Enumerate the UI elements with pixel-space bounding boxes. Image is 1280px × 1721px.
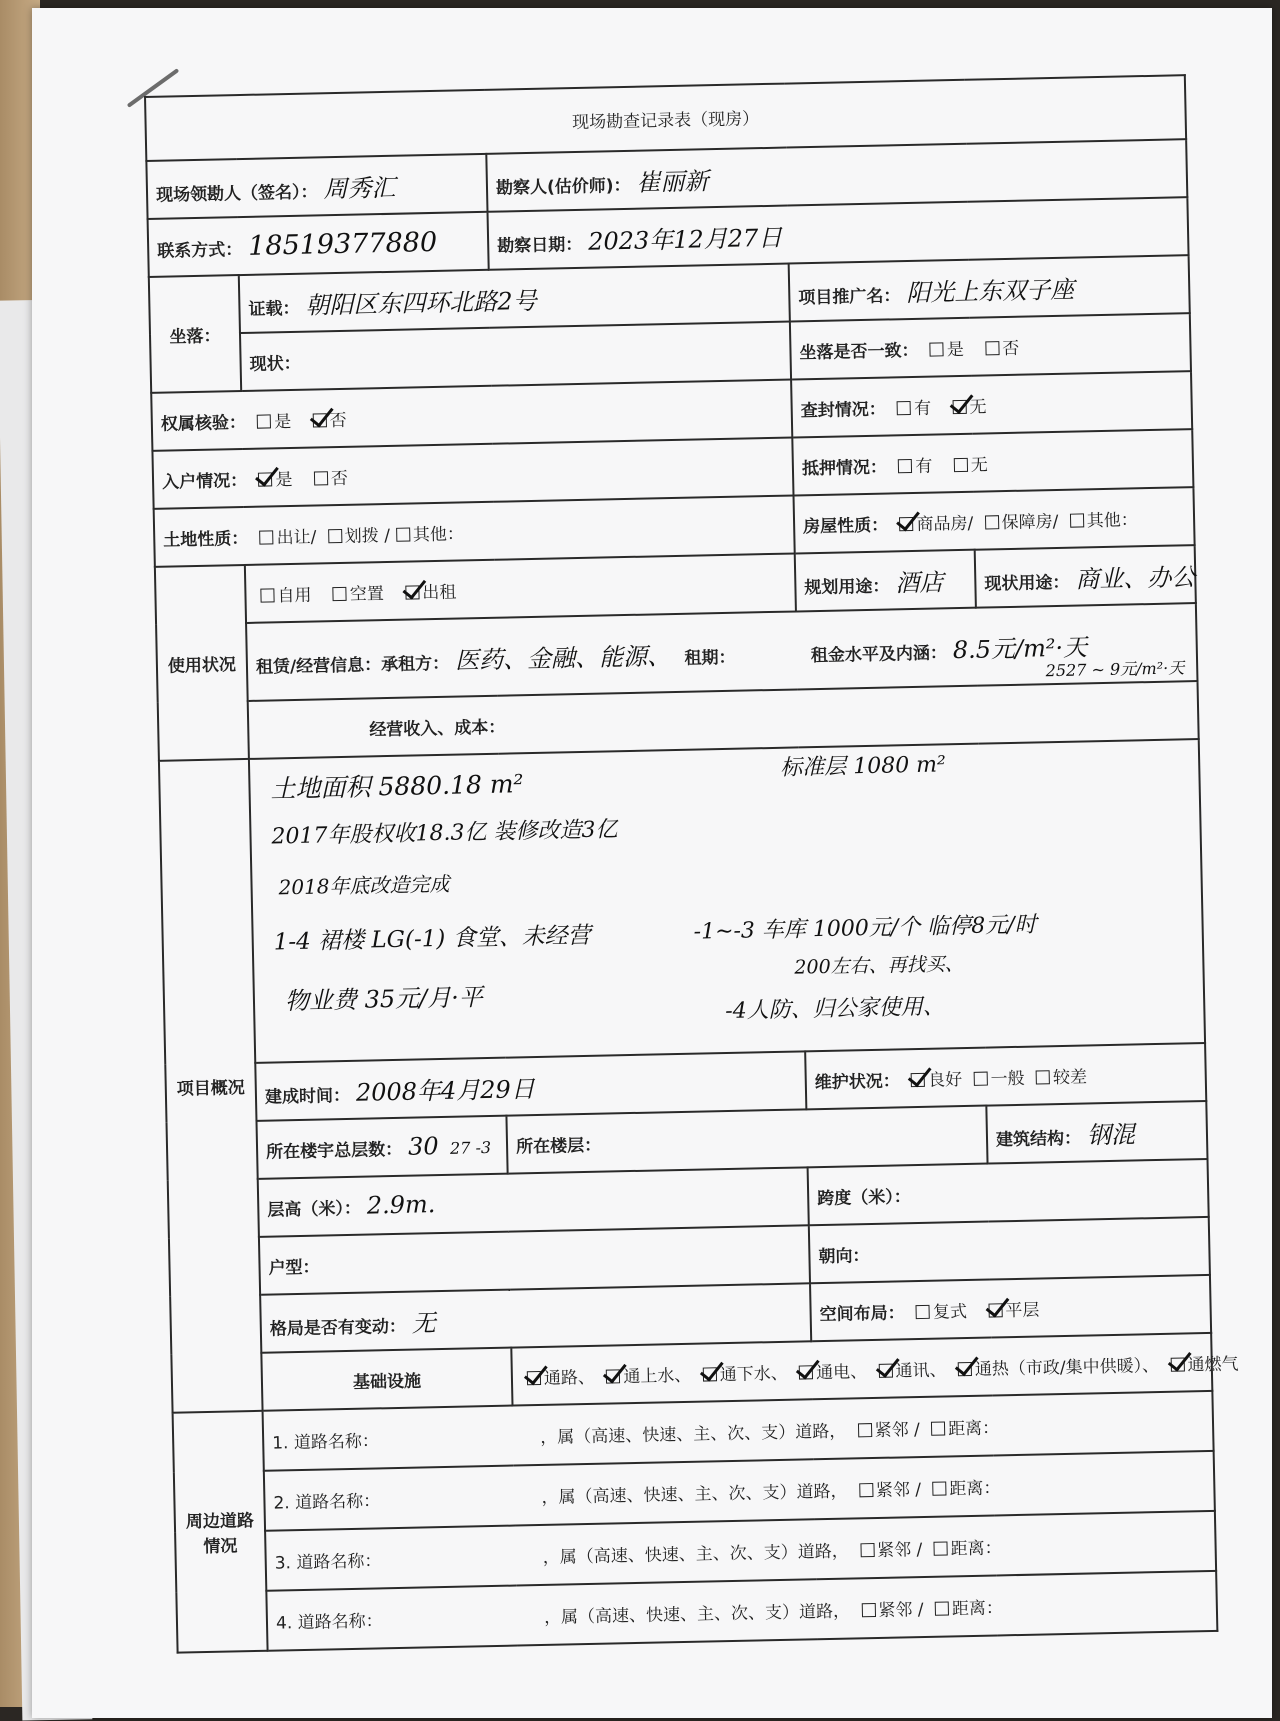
road-type: ，属（高速、快速、主、次、支）道路， xyxy=(542,1541,849,1568)
road-distance: 距离： xyxy=(950,1537,1002,1559)
road-type: ，属（高速、快速、主、次、支）道路， xyxy=(543,1601,851,1628)
orientation-label: 朝向： xyxy=(818,1245,870,1267)
checkbox-checked[interactable] xyxy=(527,1370,541,1384)
lead-label: 现场领勘人（签名）： xyxy=(155,181,318,206)
promo-label: 项目推广名： xyxy=(798,285,901,308)
road-distance: 距离： xyxy=(947,1417,1000,1439)
road-slash: / xyxy=(917,1599,924,1620)
checkbox[interactable] xyxy=(897,401,911,415)
checkbox[interactable] xyxy=(985,341,999,355)
planned-use-cell xyxy=(795,550,976,612)
mortgage-label: 抵押情况： xyxy=(801,457,888,479)
checkbox-checked[interactable] xyxy=(911,1072,925,1086)
checkbox[interactable] xyxy=(328,528,342,542)
option-yes: 是 xyxy=(946,339,965,360)
road-adjacent: 紧邻 xyxy=(876,1539,912,1561)
road-type: ，属（高速、快速、主、次、支）道路， xyxy=(540,1421,847,1448)
checkbox[interactable] xyxy=(860,1543,874,1557)
survey-table xyxy=(144,74,1239,1653)
option-no: 否 xyxy=(1002,338,1020,359)
checkbox[interactable] xyxy=(1070,513,1084,527)
checkbox[interactable] xyxy=(1036,1070,1050,1084)
checkbox[interactable] xyxy=(934,1541,948,1555)
note-line: -4人防、归公家使用、 xyxy=(725,994,945,1025)
checkbox[interactable] xyxy=(931,1421,945,1435)
option: 复式 xyxy=(932,1301,968,1323)
house-nature-cell xyxy=(794,487,1195,553)
current-use-cell xyxy=(975,545,1196,608)
option: 商品房/ xyxy=(916,513,974,535)
maintenance-label: 维护状况： xyxy=(814,1070,901,1093)
consistent-label: 坐落是否一致： xyxy=(799,340,919,363)
infra-item: 通热（市政/集中供暖）、 xyxy=(974,1355,1160,1380)
space-layout-cell xyxy=(810,1275,1211,1341)
cert-value: 朝阳区东四环北路2号 xyxy=(305,286,537,320)
structure-cell xyxy=(986,1101,1207,1164)
contact-value: 18519377880 xyxy=(247,226,438,262)
floors-value: 30 xyxy=(407,1132,439,1161)
checkbox-checked[interactable] xyxy=(952,399,966,413)
road-adjacent: 紧邻 xyxy=(874,1419,909,1441)
tenant-value: 医药、金融、能源、 xyxy=(454,641,672,675)
option: 有 xyxy=(913,398,932,419)
road-adjacent: 紧邻 xyxy=(875,1479,911,1501)
checkbox[interactable] xyxy=(861,1603,875,1617)
lead-cell xyxy=(146,154,487,219)
house-nature-label: 房屋性质： xyxy=(802,515,889,537)
checkbox-checked[interactable] xyxy=(703,1367,717,1381)
checkbox[interactable] xyxy=(260,588,274,602)
actual-label: 现状： xyxy=(249,353,301,375)
option: 一般 xyxy=(990,1068,1025,1089)
option: 空置 xyxy=(349,583,385,605)
road-name-label: 1. 道路名称： xyxy=(272,1431,371,1454)
note-line: 土地面积 5880.18 m² xyxy=(270,769,524,804)
date-value: 2023年12月27日 xyxy=(587,223,783,256)
appraiser-value: 崔丽新 xyxy=(636,166,709,197)
layout-change-value: 无 xyxy=(411,1308,437,1338)
infra-item: 通电、 xyxy=(815,1361,868,1383)
checkbox-checked[interactable] xyxy=(312,413,326,427)
floor-cell xyxy=(506,1106,987,1174)
height-label: 层高（米）： xyxy=(267,1198,362,1221)
infra-item: 通燃气 xyxy=(1187,1353,1239,1375)
cert-label: 证载： xyxy=(248,298,300,320)
built-value: 2008年4月29日 xyxy=(355,1074,536,1107)
road-slash: / xyxy=(916,1539,923,1560)
option: 无 xyxy=(970,454,988,476)
checkbox[interactable] xyxy=(973,1071,987,1085)
rent-label: 租金水平及内涵： xyxy=(810,642,948,666)
structure-label: 建筑结构： xyxy=(995,1128,1082,1150)
note-line: 2017年股权收18.3亿 装修改造3亿 xyxy=(271,817,618,850)
checkbox-checked[interactable] xyxy=(1170,1357,1184,1371)
rent-value: 8.5元/m²·天 xyxy=(952,632,1088,664)
road-type: ，属（高速、快速、主、次、支）道路， xyxy=(541,1481,848,1508)
checkbox-checked[interactable] xyxy=(799,1365,813,1379)
infra-item: 通下水、 xyxy=(719,1363,788,1385)
checkbox[interactable] xyxy=(935,1601,949,1615)
checkbox[interactable] xyxy=(314,471,328,485)
land-nature-label: 土地性质： xyxy=(163,528,249,551)
span-label: 跨度（米）： xyxy=(817,1186,911,1209)
checkbox[interactable] xyxy=(857,1423,871,1437)
note-line: 2018年底改造完成 xyxy=(278,871,450,900)
option: 否 xyxy=(329,410,347,431)
checkbox-checked[interactable] xyxy=(606,1369,620,1383)
option: 自用 xyxy=(277,585,312,606)
option: 良好 xyxy=(927,1069,963,1091)
checkbox[interactable] xyxy=(930,342,944,356)
checkbox[interactable] xyxy=(859,1483,873,1497)
option: 出让/ xyxy=(276,526,317,548)
promo-cell xyxy=(789,255,1190,321)
checkbox[interactable] xyxy=(333,586,347,600)
road-name-label: 4. 道路名称： xyxy=(275,1611,375,1634)
option-separator: / xyxy=(384,525,391,546)
option: 有 xyxy=(915,456,933,477)
paper-sheet xyxy=(32,8,1272,1718)
span-cell xyxy=(808,1159,1209,1225)
road-name-label: 3. 道路名称： xyxy=(274,1551,374,1574)
lease-label: 租赁/经营信息： xyxy=(255,654,382,678)
checkbox[interactable] xyxy=(260,530,274,544)
overview-label: 项目概况 xyxy=(159,759,263,1413)
term-label: 租期： xyxy=(684,647,736,669)
note-line: -1~-3 车库 1000元/个 临停8元/时 xyxy=(693,912,1037,945)
note-line: 物业费 35元/月·平 xyxy=(284,983,484,1016)
road-adjacent: 紧邻 xyxy=(878,1599,913,1621)
promo-value: 阳光上东双子座 xyxy=(905,275,1075,307)
mortgage-cell xyxy=(792,429,1193,495)
note-line: 200左右、再找买、 xyxy=(794,953,964,979)
roads-label: 周边道路情况 xyxy=(173,1411,268,1653)
layout-change-label: 格局是否有变动： xyxy=(269,1316,407,1340)
usage-label: 使用状况 xyxy=(155,565,249,761)
checkbox[interactable] xyxy=(916,1304,930,1318)
option: 无 xyxy=(969,396,987,418)
built-label: 建成时间： xyxy=(264,1085,351,1108)
consistent-cell xyxy=(790,313,1191,379)
income-label: 经营收入、成本： xyxy=(369,717,506,740)
height-value: 2.9m. xyxy=(366,1190,436,1220)
option: 较差 xyxy=(1052,1066,1088,1088)
option: 保障房/ xyxy=(1001,511,1059,533)
contact-label: 联系方式： xyxy=(157,239,243,262)
checkbox[interactable] xyxy=(932,1481,946,1495)
checkbox-checked[interactable] xyxy=(988,1303,1002,1317)
option: 划拨 xyxy=(344,525,380,547)
checkbox-checked[interactable] xyxy=(258,472,272,486)
floor-label: 所在楼层： xyxy=(515,1135,602,1157)
tenant-label: 承租方： xyxy=(380,653,450,675)
infra-item: 通上水、 xyxy=(623,1365,692,1387)
road-slash: / xyxy=(915,1479,922,1500)
floors-label: 所在楼宇总层数： xyxy=(265,1139,403,1163)
checkbox[interactable] xyxy=(898,458,912,472)
lead-signature: 周秀汇 xyxy=(323,173,396,203)
checkbox-checked[interactable] xyxy=(958,1361,972,1375)
date-label: 勘察日期： xyxy=(497,234,583,257)
checkbox[interactable] xyxy=(257,414,271,428)
checkbox[interactable] xyxy=(954,457,968,471)
option: 是 xyxy=(275,469,293,490)
option: 平层 xyxy=(1005,1300,1040,1321)
note-line: 标准层 1080 m² xyxy=(779,752,947,781)
contact-cell xyxy=(148,212,489,277)
current-use-label: 现状用途： xyxy=(984,572,1070,595)
form-title: 现场勘查记录表（现房） xyxy=(145,75,1186,161)
current-use-value: 商业、办公 xyxy=(1075,562,1196,594)
orientation-cell xyxy=(809,1217,1210,1283)
checkbox[interactable] xyxy=(396,527,410,541)
floors-cell xyxy=(256,1116,507,1179)
entry-label: 入户情况： xyxy=(161,470,248,493)
maintenance-cell xyxy=(805,1043,1206,1109)
infra-label: 基础设施 xyxy=(261,1348,512,1411)
infra-item: 通路、 xyxy=(543,1367,596,1389)
option: 出租 xyxy=(422,582,457,603)
option: 其他： xyxy=(1086,509,1138,531)
seizure-cell xyxy=(791,371,1192,437)
planned-use-label: 规划用途： xyxy=(804,575,890,598)
infra-item: 通讯、 xyxy=(895,1359,947,1382)
road-name-label: 2. 道路名称： xyxy=(273,1491,372,1514)
note-line: 1-4 裙楼 LG(-1) 食堂、未经营 xyxy=(273,922,591,956)
survey-form xyxy=(144,74,1239,1634)
space-layout-label: 空间布局： xyxy=(819,1302,905,1325)
checkbox-checked[interactable] xyxy=(405,585,419,599)
floors-note: 27 -3 xyxy=(449,1137,492,1158)
type-label: 户型： xyxy=(268,1257,320,1279)
checkbox[interactable] xyxy=(985,515,999,529)
ownership-label: 权属核验： xyxy=(160,412,247,435)
road-slash: / xyxy=(913,1419,920,1440)
planned-use-value: 酒店 xyxy=(895,567,944,597)
checkbox-checked[interactable] xyxy=(878,1363,892,1377)
option: 其他： xyxy=(412,523,465,545)
option: 否 xyxy=(330,468,349,489)
structure-value: 钢混 xyxy=(1086,1119,1136,1149)
overview-notes xyxy=(249,739,1205,1063)
road-distance: 距离： xyxy=(951,1597,1004,1619)
checkbox-checked[interactable] xyxy=(899,516,913,530)
appraiser-label: 勘察人(估价师)： xyxy=(495,175,631,199)
road-distance: 距离： xyxy=(949,1477,1001,1499)
seizure-label: 查封情况： xyxy=(800,399,886,421)
option: 是 xyxy=(274,411,292,432)
rent-note: 2527 ~ 9元/m²·天 xyxy=(1045,658,1185,681)
location-label: 坐落： xyxy=(149,275,241,393)
